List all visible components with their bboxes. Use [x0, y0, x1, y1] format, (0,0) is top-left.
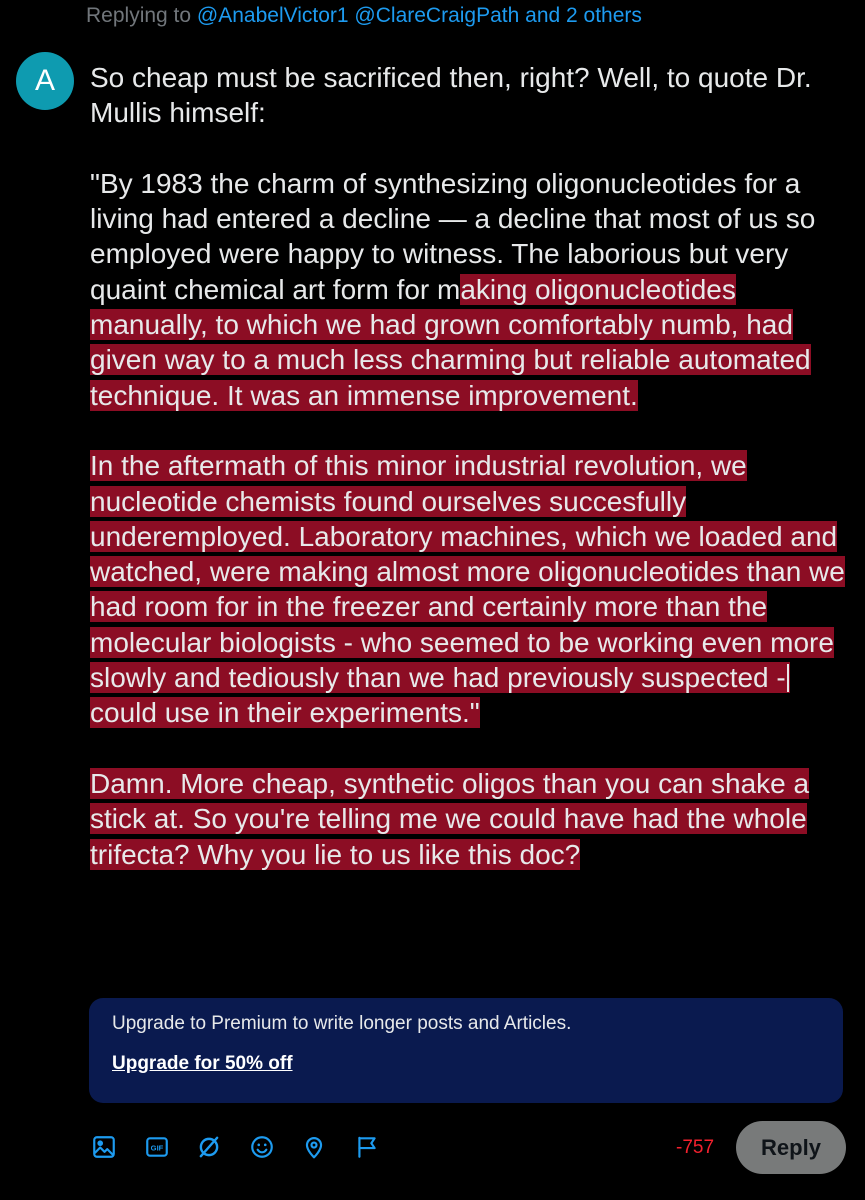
closing-paragraph — [90, 766, 860, 872]
svg-text:GIF: GIF — [150, 1143, 163, 1153]
image-icon[interactable] — [88, 1131, 120, 1163]
avatar-initial: A — [34, 64, 55, 97]
quote-2-text-before-caret: In the aftermath of this minor industrial revolution, we nucleotide chemists found ourselves succesfully underemployed. Laboratory machines, which we loaded and watched, were making almost more oligonucleotides than we had room for in the freezer and certainly more than the molecular biologists - who seemed to be working even more slowly and tediously than we had previously suspected - — [90, 450, 845, 694]
quote-1-plain-text: "By 1983 the charm of synthesizing oligonucleotides for a living had entered a decline — a decline that most of us so employed were happy to witness. The laborious but very quaint chemical art form for m — [90, 167, 816, 305]
flag-icon[interactable] — [351, 1131, 383, 1163]
quote-1-highlighted-text: aking oligonucleotides manually, to which we had grown comfortably numb, had given way to a much less charming but reliable automated technique. It was an immense improvement. — [90, 273, 811, 411]
quote-2-text-after-caret: could use in their experiments." — [90, 697, 480, 729]
upgrade-link[interactable]: Upgrade for 50% off — [112, 1053, 293, 1074]
intro-paragraph: So cheap must be sacrificed then, right? Well, to quote Dr. Mullis himself: — [90, 62, 812, 129]
reply-composer-text[interactable] — [90, 60, 860, 872]
replying-to-handles[interactable]: @AnabelVictor1 @ClareCraigPath and 2 others — [196, 4, 642, 27]
avatar[interactable] — [16, 52, 74, 110]
location-icon[interactable] — [298, 1131, 330, 1163]
quote-paragraph-2 — [90, 448, 860, 730]
replying-to — [86, 4, 642, 28]
composer-toolbar — [88, 1131, 403, 1163]
character-counter: -757 — [676, 1137, 715, 1158]
gif-icon[interactable] — [141, 1131, 173, 1163]
text-caret — [787, 664, 789, 692]
closing-highlighted-text: Damn. More cheap, synthetic oligos than you can shake a stick at. So you're telling me we could have had the whole trifecta? Why you lie to us like this doc? — [90, 767, 810, 870]
premium-upsell-banner — [89, 998, 843, 1103]
emoji-icon[interactable] — [246, 1131, 278, 1163]
quote-paragraph-1 — [90, 166, 860, 413]
replying-to-prefix: Replying to — [86, 4, 192, 27]
grok-icon[interactable] — [193, 1131, 225, 1163]
reply-button[interactable]: Reply — [736, 1121, 846, 1174]
upsell-message: Upgrade to Premium to write longer posts and Articles. — [112, 1013, 572, 1034]
